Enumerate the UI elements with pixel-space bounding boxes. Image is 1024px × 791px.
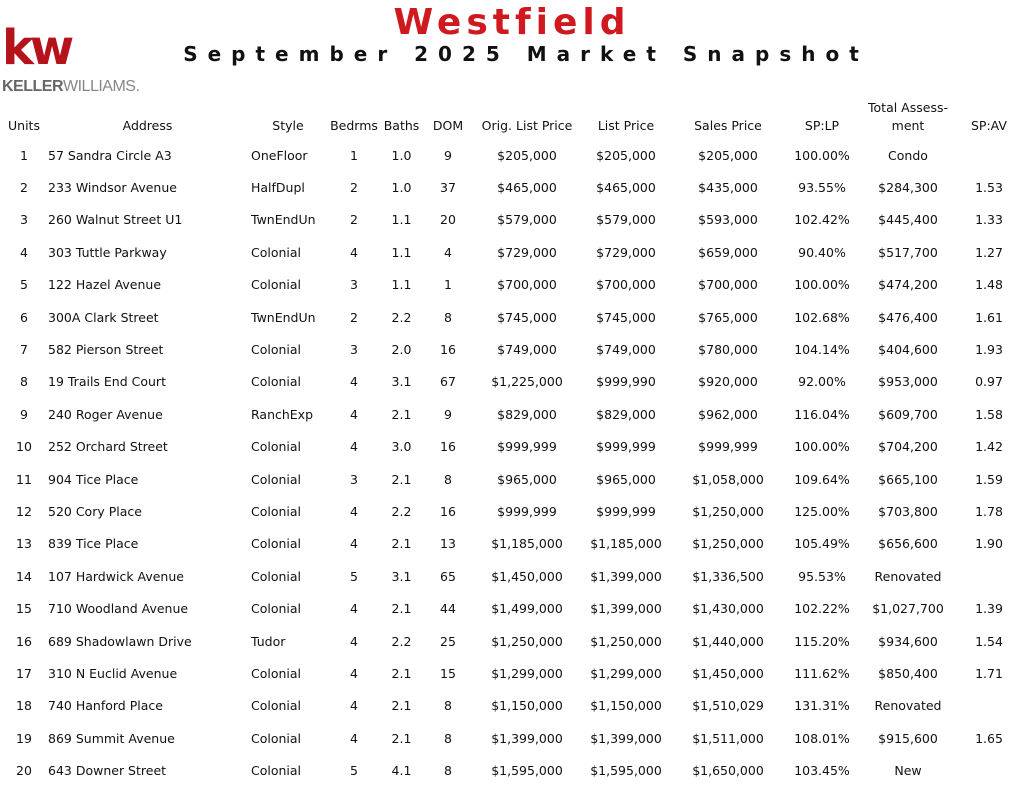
cell-sales-price: $700,000: [698, 277, 758, 293]
column-header-baths: Baths: [383, 117, 420, 133]
cell-sp-av: 1.54: [975, 633, 1003, 649]
cell-list-price: $1,185,000: [590, 536, 662, 552]
cell-bedrooms: 4: [350, 439, 358, 455]
cell-address: 839 Tice Place: [48, 536, 139, 552]
cell-sp-av: 1.33: [975, 212, 1003, 228]
cell-sp-lp: 116.04%: [794, 406, 850, 422]
table-row: [4, 560, 1020, 592]
cell-dom: 37: [440, 180, 456, 196]
cell-dom: 16: [440, 439, 456, 455]
cell-address: 252 Orchard Street: [48, 439, 168, 455]
cell-style: HalfDupl: [251, 180, 305, 196]
cell-sp-av: 1.53: [975, 180, 1003, 196]
cell-total-assessment: $704,200: [878, 439, 938, 455]
cell-orig-list-price: $1,185,000: [491, 536, 563, 552]
cell-baths: 1.1: [391, 212, 412, 228]
keller-williams-logo: [2, 20, 152, 100]
cell-orig-list-price: $1,150,000: [491, 698, 563, 714]
cell-total-assessment: New: [894, 763, 922, 779]
page-subtitle: September 2025 Market Snapshot: [183, 42, 869, 66]
cell-sp-av: 1.39: [975, 601, 1003, 617]
table-row: [4, 754, 1020, 786]
cell-style: Colonial: [251, 439, 302, 455]
cell-bedrooms: 4: [350, 536, 358, 552]
cell-sp-lp: 125.00%: [794, 503, 850, 519]
cell-list-price: $1,399,000: [590, 568, 662, 584]
cell-bedrooms: 3: [350, 342, 358, 358]
cell-address: 740 Hanford Place: [48, 698, 163, 714]
cell-units: 1: [20, 147, 28, 163]
cell-list-price: $1,150,000: [590, 698, 662, 714]
cell-address: 643 Downer Street: [48, 763, 167, 779]
cell-style: Colonial: [251, 763, 302, 779]
cell-sp-av: 1.48: [975, 277, 1003, 293]
cell-total-assessment: $474,200: [878, 277, 938, 293]
cell-baths: 2.1: [391, 730, 412, 746]
cell-sales-price: $765,000: [698, 309, 758, 325]
logo-brand-light: WILLIAMS.: [63, 78, 140, 95]
table-row: [4, 495, 1020, 527]
cell-units: 14: [16, 568, 32, 584]
cell-baths: 2.1: [391, 665, 412, 681]
cell-orig-list-price: $579,000: [497, 212, 557, 228]
cell-bedrooms: 4: [350, 730, 358, 746]
cell-units: 20: [16, 763, 32, 779]
cell-dom: 8: [444, 763, 452, 779]
cell-style: Colonial: [251, 471, 302, 487]
cell-total-assessment: Renovated: [874, 698, 942, 714]
table-row: [4, 592, 1020, 624]
cell-sales-price: $999,999: [698, 439, 758, 455]
cell-address: 107 Hardwick Avenue: [48, 568, 184, 584]
table-row: [4, 625, 1020, 657]
cell-bedrooms: 1: [350, 147, 358, 163]
cell-units: 18: [16, 698, 32, 714]
cell-orig-list-price: $700,000: [497, 277, 557, 293]
cell-total-assessment: Renovated: [874, 568, 942, 584]
cell-style: Colonial: [251, 342, 302, 358]
cell-sp-lp: 93.55%: [798, 180, 846, 196]
cell-list-price: $999,990: [596, 374, 656, 390]
cell-list-price: $465,000: [596, 180, 656, 196]
cell-baths: 1.1: [391, 277, 412, 293]
cell-total-assessment: Condo: [888, 147, 928, 163]
cell-bedrooms: 4: [350, 665, 358, 681]
cell-address: 520 Cory Place: [48, 503, 142, 519]
table-row: [4, 204, 1020, 236]
table-row: [4, 431, 1020, 463]
cell-sp-lp: 131.31%: [794, 698, 850, 714]
cell-total-assessment: $476,400: [878, 309, 938, 325]
table-row: [4, 171, 1020, 203]
cell-dom: 15: [440, 665, 456, 681]
table-row: [4, 366, 1020, 398]
cell-style: Colonial: [251, 665, 302, 681]
cell-orig-list-price: $1,299,000: [491, 665, 563, 681]
cell-address: 240 Roger Avenue: [48, 406, 163, 422]
cell-dom: 8: [444, 730, 452, 746]
cell-sp-lp: 105.49%: [794, 536, 850, 552]
cell-list-price: $1,399,000: [590, 601, 662, 617]
cell-sales-price: $1,430,000: [692, 601, 764, 617]
cell-sp-lp: 100.00%: [794, 277, 850, 293]
cell-baths: 2.1: [391, 406, 412, 422]
cell-orig-list-price: $1,450,000: [491, 568, 563, 584]
cell-sp-lp: 111.62%: [794, 665, 850, 681]
cell-list-price: $999,999: [596, 503, 656, 519]
cell-sales-price: $1,250,000: [692, 503, 764, 519]
cell-sales-price: $205,000: [698, 147, 758, 163]
cell-units: 15: [16, 601, 32, 617]
cell-total-assessment: $656,600: [878, 536, 938, 552]
cell-address: 303 Tuttle Parkway: [48, 244, 167, 260]
cell-list-price: $829,000: [596, 406, 656, 422]
cell-orig-list-price: $999,999: [497, 503, 557, 519]
cell-sp-lp: 104.14%: [794, 342, 850, 358]
cell-sales-price: $435,000: [698, 180, 758, 196]
cell-dom: 20: [440, 212, 456, 228]
cell-dom: 9: [444, 147, 452, 163]
cell-dom: 8: [444, 471, 452, 487]
cell-total-assessment: $703,800: [878, 503, 938, 519]
cell-address: 310 N Euclid Avenue: [48, 665, 178, 681]
cell-sp-lp: 102.42%: [794, 212, 850, 228]
cell-sp-av: 1.59: [975, 471, 1003, 487]
cell-list-price: $729,000: [596, 244, 656, 260]
cell-sp-lp: 108.01%: [794, 730, 850, 746]
cell-baths: 3.1: [391, 374, 412, 390]
cell-list-price: $1,399,000: [590, 730, 662, 746]
cell-dom: 1: [444, 277, 452, 293]
cell-dom: 65: [440, 568, 456, 584]
cell-sp-lp: 102.22%: [794, 601, 850, 617]
cell-orig-list-price: $729,000: [497, 244, 557, 260]
cell-address: 710 Woodland Avenue: [48, 601, 189, 617]
cell-bedrooms: 5: [350, 568, 358, 584]
cell-sp-av: 1.71: [975, 665, 1003, 681]
cell-list-price: $579,000: [596, 212, 656, 228]
cell-orig-list-price: $1,250,000: [491, 633, 563, 649]
cell-bedrooms: 4: [350, 244, 358, 260]
cell-orig-list-price: $965,000: [497, 471, 557, 487]
cell-baths: 1.0: [391, 147, 412, 163]
cell-sales-price: $920,000: [698, 374, 758, 390]
cell-list-price: $1,299,000: [590, 665, 662, 681]
cell-orig-list-price: $1,499,000: [491, 601, 563, 617]
cell-dom: 16: [440, 342, 456, 358]
cell-units: 19: [16, 730, 32, 746]
cell-sp-av: [958, 560, 1020, 592]
cell-total-assessment: $284,300: [878, 180, 938, 196]
cell-dom: 8: [444, 698, 452, 714]
column-header-sales-price: Sales Price: [694, 117, 762, 133]
cell-sales-price: $1,450,000: [692, 665, 764, 681]
cell-bedrooms: 4: [350, 601, 358, 617]
cell-sales-price: $1,250,000: [692, 536, 764, 552]
column-header-list-price: List Price: [597, 117, 655, 133]
column-header-dom: DOM: [432, 117, 464, 133]
kw-logo-mark: kw: [2, 20, 71, 76]
cell-sp-av: 0.97: [975, 374, 1003, 390]
cell-list-price: $1,595,000: [590, 763, 662, 779]
cell-address: 689 Shadowlawn Drive: [48, 633, 192, 649]
cell-bedrooms: 2: [350, 180, 358, 196]
cell-total-assessment: $934,600: [878, 633, 938, 649]
cell-style: Colonial: [251, 601, 302, 617]
cell-total-assessment: $915,600: [878, 730, 938, 746]
cell-units: 6: [20, 309, 28, 325]
cell-sp-lp: 100.00%: [794, 147, 850, 163]
table-row: [4, 333, 1020, 365]
cell-list-price: $1,250,000: [590, 633, 662, 649]
cell-bedrooms: 2: [350, 212, 358, 228]
cell-address: 122 Hazel Avenue: [48, 277, 162, 293]
cell-units: 3: [20, 212, 28, 228]
cell-baths: 2.2: [391, 503, 412, 519]
cell-baths: 2.2: [391, 309, 412, 325]
table-row: [4, 301, 1020, 333]
cell-style: Tudor: [251, 633, 286, 649]
column-header-units: Units: [8, 117, 40, 133]
cell-bedrooms: 5: [350, 763, 358, 779]
cell-total-assessment: $404,600: [878, 342, 938, 358]
table-row: [4, 528, 1020, 560]
cell-address: 19 Trails End Court: [48, 374, 166, 390]
table-row: [4, 463, 1020, 495]
logo-brand-bold: KELLER: [2, 78, 63, 95]
column-header-orig-list-price: Orig. List Price: [481, 117, 573, 133]
cell-total-assessment: $665,100: [878, 471, 938, 487]
cell-sales-price: $1,058,000: [692, 471, 764, 487]
cell-address: 869 Summit Avenue: [48, 730, 175, 746]
cell-dom: 44: [440, 601, 456, 617]
cell-units: 7: [20, 342, 28, 358]
cell-dom: 8: [444, 309, 452, 325]
cell-sp-lp: 115.20%: [794, 633, 850, 649]
cell-sales-price: $1,510,029: [692, 698, 764, 714]
cell-bedrooms: 4: [350, 633, 358, 649]
cell-orig-list-price: $829,000: [497, 406, 557, 422]
cell-bedrooms: 4: [350, 698, 358, 714]
table-row: [4, 398, 1020, 430]
cell-sales-price: $1,511,000: [692, 730, 764, 746]
cell-address: 260 Walnut Street U1: [48, 212, 183, 228]
cell-baths: 2.1: [391, 601, 412, 617]
cell-style: TwnEndUn: [251, 309, 316, 325]
cell-style: Colonial: [251, 568, 302, 584]
cell-sp-lp: 100.00%: [794, 439, 850, 455]
cell-sales-price: $962,000: [698, 406, 758, 422]
cell-dom: 16: [440, 503, 456, 519]
cell-orig-list-price: $999,999: [497, 439, 557, 455]
cell-total-assessment: $1,027,700: [872, 601, 944, 617]
cell-sales-price: $659,000: [698, 244, 758, 260]
cell-units: 17: [16, 665, 32, 681]
cell-units: 2: [20, 180, 28, 196]
cell-sp-lp: 109.64%: [794, 471, 850, 487]
cell-dom: 4: [444, 244, 452, 260]
table-row: [4, 139, 1020, 171]
cell-dom: 67: [440, 374, 456, 390]
cell-sp-av: 1.78: [975, 503, 1003, 519]
cell-units: 13: [16, 536, 32, 552]
cell-style: Colonial: [251, 244, 302, 260]
cell-total-assessment: $850,400: [878, 665, 938, 681]
column-header-total-assessment: Total Assess- ment: [868, 99, 948, 133]
page-title: Westfield: [393, 2, 631, 43]
column-header-sp-lp: SP:LP: [804, 117, 840, 133]
table-header-row: [4, 92, 1020, 139]
cell-style: Colonial: [251, 536, 302, 552]
cell-style: Colonial: [251, 730, 302, 746]
cell-address: 582 Pierson Street: [48, 342, 164, 358]
cell-baths: 1.0: [391, 180, 412, 196]
column-header-address: Address: [122, 117, 173, 133]
cell-units: 8: [20, 374, 28, 390]
cell-units: 5: [20, 277, 28, 293]
cell-style: OneFloor: [251, 147, 308, 163]
cell-orig-list-price: $745,000: [497, 309, 557, 325]
cell-sales-price: $780,000: [698, 342, 758, 358]
cell-sales-price: $1,440,000: [692, 633, 764, 649]
cell-orig-list-price: $749,000: [497, 342, 557, 358]
cell-sp-av: [958, 690, 1020, 722]
cell-address: 904 Tice Place: [48, 471, 139, 487]
cell-dom: 13: [440, 536, 456, 552]
cell-orig-list-price: $1,225,000: [491, 374, 563, 390]
cell-list-price: $999,999: [596, 439, 656, 455]
column-header-sp-av: SP:AV: [971, 117, 1007, 133]
table-row: [4, 657, 1020, 689]
cell-total-assessment: $953,000: [878, 374, 938, 390]
cell-sp-lp: 95.53%: [798, 568, 846, 584]
cell-style: TwnEndUn: [251, 212, 316, 228]
cell-sp-av: 1.90: [975, 536, 1003, 552]
cell-orig-list-price: $1,399,000: [491, 730, 563, 746]
column-header-style: Style: [272, 117, 304, 133]
cell-bedrooms: 3: [350, 277, 358, 293]
cell-bedrooms: 4: [350, 374, 358, 390]
cell-style: Colonial: [251, 698, 302, 714]
cell-list-price: $749,000: [596, 342, 656, 358]
cell-baths: 2.1: [391, 471, 412, 487]
cell-sp-av: 1.42: [975, 439, 1003, 455]
cell-sp-av: [958, 754, 1020, 786]
cell-sp-av: [958, 139, 1020, 171]
cell-address: 300A Clark Street: [48, 309, 159, 325]
cell-total-assessment: $517,700: [878, 244, 938, 260]
cell-sp-lp: 103.45%: [794, 763, 850, 779]
market-snapshot-table: [4, 92, 1020, 787]
cell-list-price: $965,000: [596, 471, 656, 487]
column-header-bedrooms: Bedrms: [330, 117, 378, 133]
cell-sp-lp: 102.68%: [794, 309, 850, 325]
cell-bedrooms: 4: [350, 406, 358, 422]
cell-sales-price: $1,336,500: [692, 568, 764, 584]
cell-units: 4: [20, 244, 28, 260]
cell-sp-lp: 90.40%: [798, 244, 846, 260]
cell-dom: 9: [444, 406, 452, 422]
table-body: [4, 139, 1020, 787]
cell-units: 10: [16, 439, 32, 455]
cell-total-assessment: $445,400: [878, 212, 938, 228]
cell-sp-av: 1.58: [975, 406, 1003, 422]
cell-sp-av: 1.27: [975, 244, 1003, 260]
cell-style: Colonial: [251, 277, 302, 293]
cell-baths: 3.1: [391, 568, 412, 584]
cell-baths: 2.0: [391, 342, 412, 358]
cell-address: 233 Windsor Avenue: [48, 180, 177, 196]
cell-baths: 2.2: [391, 633, 412, 649]
cell-address: 57 Sandra Circle A3: [48, 147, 172, 163]
cell-units: 11: [16, 471, 32, 487]
cell-orig-list-price: $465,000: [497, 180, 557, 196]
cell-sp-av: 1.65: [975, 730, 1003, 746]
cell-baths: 1.1: [391, 244, 412, 260]
table-row: [4, 690, 1020, 722]
cell-dom: 25: [440, 633, 456, 649]
cell-total-assessment: $609,700: [878, 406, 938, 422]
cell-list-price: $205,000: [596, 147, 656, 163]
cell-orig-list-price: $205,000: [497, 147, 557, 163]
cell-bedrooms: 3: [350, 471, 358, 487]
cell-bedrooms: 2: [350, 309, 358, 325]
cell-sales-price: $1,650,000: [692, 763, 764, 779]
cell-bedrooms: 4: [350, 503, 358, 519]
cell-style: Colonial: [251, 503, 302, 519]
cell-sp-lp: 92.00%: [798, 374, 846, 390]
cell-orig-list-price: $1,595,000: [491, 763, 563, 779]
table-row: [4, 722, 1020, 754]
cell-sales-price: $593,000: [698, 212, 758, 228]
cell-style: RanchExp: [251, 406, 314, 422]
table-row: [4, 236, 1020, 268]
table-row: [4, 269, 1020, 301]
cell-baths: 3.0: [391, 439, 412, 455]
cell-sp-av: 1.93: [975, 342, 1003, 358]
cell-units: 16: [16, 633, 32, 649]
cell-units: 9: [20, 406, 28, 422]
cell-style: Colonial: [251, 374, 302, 390]
cell-list-price: $745,000: [596, 309, 656, 325]
cell-list-price: $700,000: [596, 277, 656, 293]
cell-units: 12: [16, 503, 32, 519]
cell-baths: 2.1: [391, 698, 412, 714]
cell-baths: 2.1: [391, 536, 412, 552]
cell-baths: 4.1: [391, 763, 412, 779]
cell-sp-av: 1.61: [975, 309, 1003, 325]
